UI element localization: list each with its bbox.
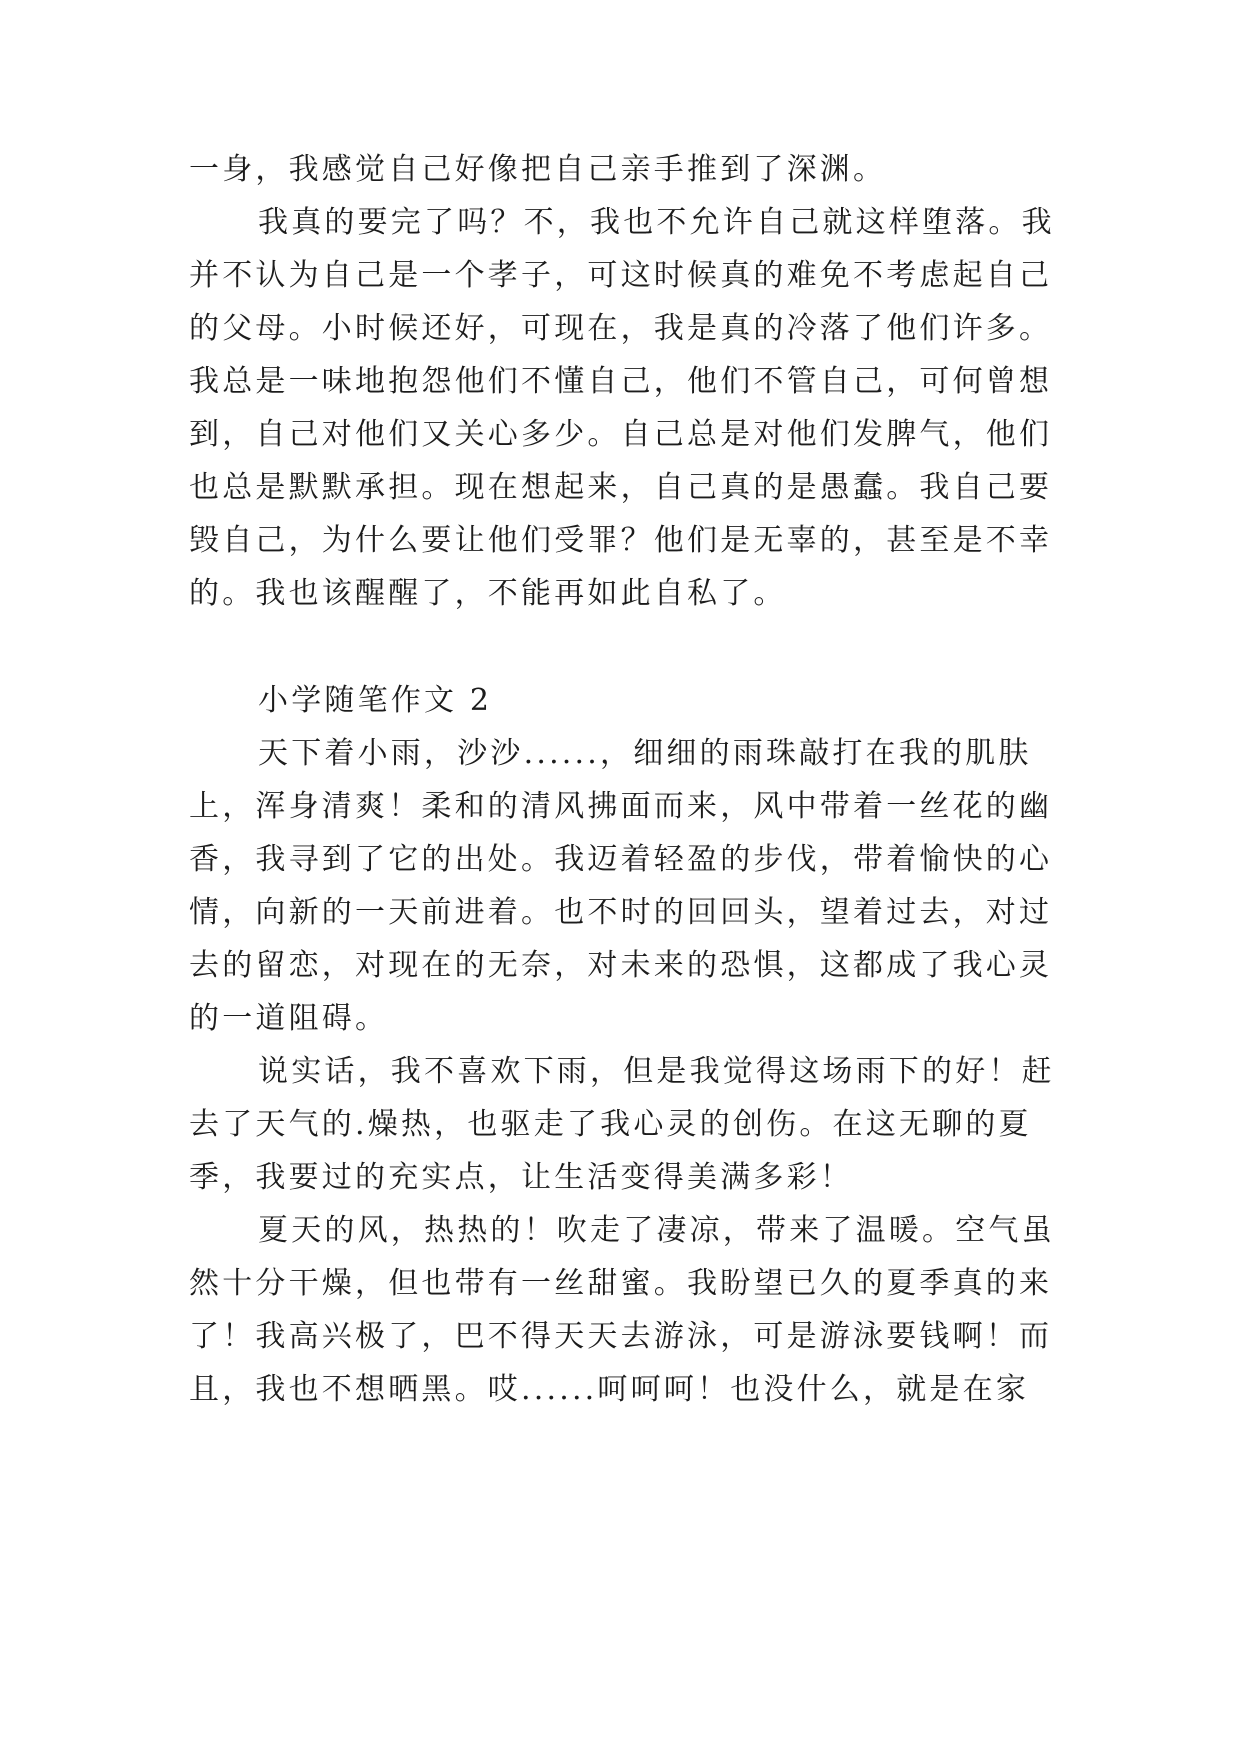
text-line: 去的留恋，对现在的无奈，对未来的恐惧，这都成了我心灵 — [189, 948, 1053, 983]
text-line: 并不认为自己是一个孝子，可这时候真的难免不考虑起自己 — [189, 258, 1053, 293]
text-line: 香，我寻到了它的出处。我迈着轻盈的步伐，带着愉快的心 — [189, 842, 1053, 877]
text-line: 且，我也不想晒黑。哎......呵呵呵！也没什么，就是在家 — [189, 1372, 1030, 1407]
text-line: 一身，我感觉自己好像把自己亲手推到了深渊。 — [189, 152, 887, 187]
paragraph-start-line: 天下着小雨，沙沙......，细细的雨珠敲打在我的肌肤 — [258, 736, 1032, 771]
text-line: 上，浑身清爽！柔和的清风拂面而来，风中带着一丝花的幽 — [189, 789, 1053, 824]
text-line: 然十分干燥，但也带有一丝甜蜜。我盼望已久的夏季真的来 — [189, 1266, 1053, 1301]
text-line: 我总是一味地抱怨他们不懂自己，他们不管自己，可何曾想 — [189, 364, 1053, 399]
text-line: 毁自己，为什么要让他们受罪？他们是无辜的，甚至是不幸 — [189, 523, 1053, 558]
text-line: 情，向新的一天前进着。也不时的回回头，望着过去，对过 — [189, 895, 1053, 930]
text-line: 的。我也该醒醒了，不能再如此自私了。 — [189, 576, 787, 611]
text-line: 去了天气的.燥热，也驱走了我心灵的创伤。在这无聊的夏 — [189, 1107, 1032, 1142]
section-title: 小学随笔作文 2 — [258, 683, 493, 718]
text-line: 的一道阻碍。 — [189, 1001, 389, 1036]
text-line: 的父母。小时候还好，可现在，我是真的冷落了他们许多。 — [189, 311, 1053, 346]
paragraph-start-line: 我真的要完了吗？不，我也不允许自己就这样堕落。我 — [258, 205, 1055, 240]
text-line: 季，我要过的充实点，让生活变得美满多彩！ — [189, 1160, 853, 1195]
text-line: 到，自己对他们又关心多少。自己总是对他们发脾气，他们 — [189, 417, 1053, 452]
paragraph-start-line: 夏天的风，热热的！吹走了凄凉，带来了温暖。空气虽 — [258, 1213, 1055, 1248]
text-line: 了！我高兴极了，巴不得天天去游泳，可是游泳要钱啊！而 — [189, 1319, 1053, 1354]
paragraph-start-line: 说实话，我不喜欢下雨，但是我觉得这场雨下的好！赶 — [258, 1054, 1055, 1089]
text-line: 也总是默默承担。现在想起来，自己真的是愚蠢。我自己要 — [189, 470, 1053, 505]
